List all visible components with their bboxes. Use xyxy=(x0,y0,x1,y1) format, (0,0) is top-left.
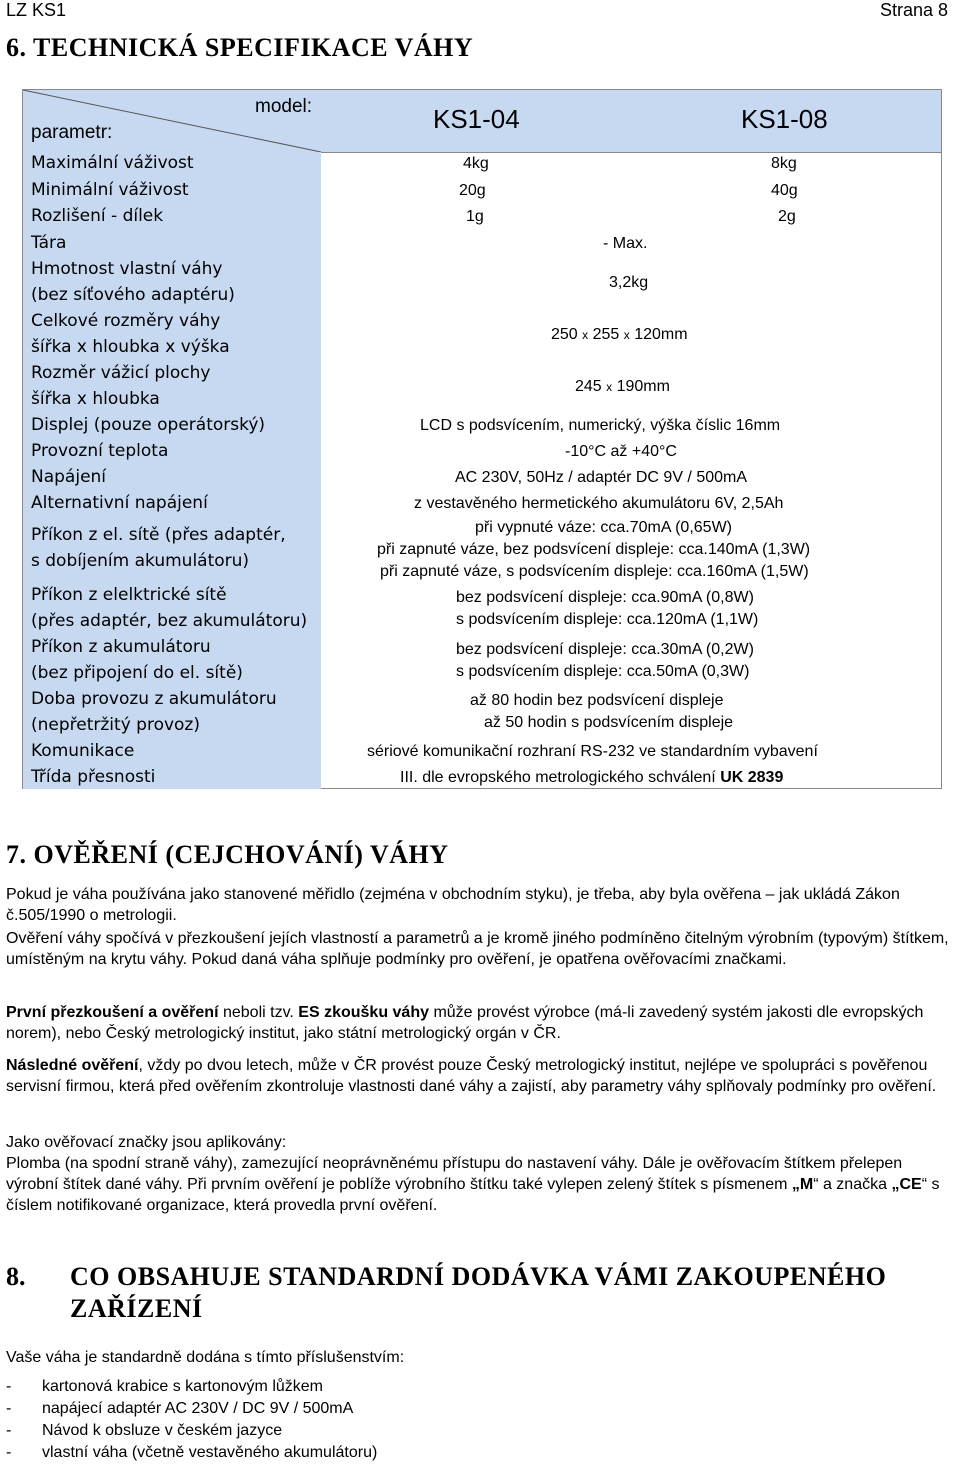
row-min-v2: 40g xyxy=(771,182,798,199)
row-label-cons2-1: Příkon z elelktrické sítě xyxy=(31,585,227,605)
paragraph-2: Ověření váhy spočívá v přezkoušení jejích vlastností a parametrů a je kromě jiného podmíněno čitelným výrobním (typovým) štítkem, umístěným na krytu váhy. Pokud daná váha splňuje podmínky pro ověření, je opatřena ověřovacími značkami. xyxy=(6,930,949,968)
row-label-runtime-1: Doba provozu z akumulátoru xyxy=(31,689,277,709)
row-cons1-v1: při vypnuté váze: cca.70mA (0,65W) xyxy=(475,519,732,536)
row-label-max: Maximální váživost xyxy=(31,153,194,173)
row-tare-v: - Max. xyxy=(603,235,648,252)
row-label-comm: Komunikace xyxy=(31,741,135,761)
section8-title-line1: CO OBSAHUJE STANDARDNÍ DODÁVKA VÁMI ZAKOUPENÉHO xyxy=(70,1262,887,1291)
row-dims-v: 250 x 255 x 120mm xyxy=(551,326,688,343)
section7-title: 7. OVĚŘENÍ (CEJCHOVÁNÍ) VÁHY xyxy=(6,840,449,869)
section6-title: 6. TECHNICKÁ SPECIFIKACE VÁHY xyxy=(6,33,474,62)
row-class-v: III. dle evropského metrologického schválení UK 2839 xyxy=(400,769,784,786)
row-weight-v: 3,2kg xyxy=(609,274,649,291)
paragraph-3: První přezkoušení a ověření neboli tzv. ES zkoušku váhy může provést výrobce (má-li zavedený systém jakosti dle evropských norem), nebo Český metrologický institut, jako státní metrologický orgán v ČR. xyxy=(6,1004,924,1042)
model-label: model: xyxy=(255,96,313,117)
row-max-v2: 8kg xyxy=(771,155,797,172)
row-label-weight-2: (bez síťového adaptéru) xyxy=(31,285,235,305)
row-max-v1: 4kg xyxy=(463,155,489,172)
paragraph-1: Pokud je váha používána jako stanovené měřidlo (zejména v obchodním styku), je třeba, aby byla ověřena – jak ukládá Zákon č.505/1990 o metrologii. xyxy=(6,886,900,924)
row-label-display: Displej (pouze operátorský) xyxy=(31,415,266,435)
section8-title-line2: ZAŘÍZENÍ xyxy=(70,1294,203,1323)
row-min-v1: 20g xyxy=(459,182,486,199)
section8-number: 8. xyxy=(6,1262,26,1291)
row-altpower-v: z vestavěného hermetického akumulátoru 6V, 2,5Ah xyxy=(414,495,784,512)
row-label-tare: Tára xyxy=(31,233,67,253)
row-label-dims-2: šířka x hloubka x výška xyxy=(31,337,230,357)
row-runtime-v1: až 80 hodin bez podsvícení displeje xyxy=(470,692,724,709)
model-ks1-04: KS1-04 xyxy=(433,104,520,134)
list-item: - Návod k obsluze v českém jazyce xyxy=(6,1422,283,1439)
row-label-res: Rozlišení - dílek xyxy=(31,206,164,226)
row-cons2-v2: s podsvícením displeje: cca.120mA (1,1W) xyxy=(456,611,759,628)
row-label-weight-1: Hmotnost vlastní váhy xyxy=(31,259,223,279)
row-label-cons3-2: (bez připojení do el. sítě) xyxy=(31,663,243,683)
spec-table xyxy=(22,89,942,789)
list-item: - kartonová krabice s kartonovým lůžkem xyxy=(6,1378,323,1395)
page-number: Strana 8 xyxy=(879,0,948,20)
row-runtime-v2: až 50 hodin s podsvícením displeje xyxy=(484,714,734,731)
row-label-class: Třída přesnosti xyxy=(31,767,156,787)
row-cons2-v1: bez podsvícení displeje: cca.90mA (0,8W) xyxy=(456,589,754,606)
row-label-min: Minimální váživost xyxy=(31,180,189,200)
row-label-cons2-2: (přes adaptér, bez akumulátoru) xyxy=(31,611,308,631)
row-res-v1: 1g xyxy=(466,208,484,225)
row-label-runtime-2: (nepřetržitý provoz) xyxy=(31,715,200,735)
row-cons3-v2: s podsvícením displeje: cca.50mA (0,3W) xyxy=(456,663,750,680)
row-label-plate-1: Rozměr vážicí plochy xyxy=(31,363,211,383)
list-item: - vlastní váha (včetně vestavěného akumulátoru) xyxy=(6,1444,378,1461)
row-temp-v: -10°C až +40°C xyxy=(565,443,677,460)
row-label-temp: Provozní teplota xyxy=(31,441,169,461)
row-display-v: LCD s podsvícením, numerický, výška číslic 16mm xyxy=(420,417,781,434)
model-ks1-08: KS1-08 xyxy=(741,104,828,134)
row-cons1-v2: při zapnuté váze, bez podsvícení displeje: cca.140mA (1,3W) xyxy=(377,541,811,558)
row-label-altpower: Alternativní napájení xyxy=(31,493,208,513)
row-label-cons1-2: s dobíjením akumulátoru) xyxy=(31,551,250,571)
row-cons3-v1: bez podsvícení displeje: cca.30mA (0,2W) xyxy=(456,641,754,658)
paragraph-4: Následné ověření, vždy po dvou letech, může v ČR provést pouze Český metrologický institut, nejlépe ve spolupráci s pověřenou servisní firmou, která před ověřením zkontroluje vlastnosti dané váhy a zajistí, aby parametry váhy splňovaly podmínky pro ověření. xyxy=(6,1057,937,1095)
row-label-power: Napájení xyxy=(31,467,107,487)
row-label-cons1-1: Příkon z el. sítě (přes adaptér, xyxy=(31,525,286,545)
row-label-dims-1: Celkové rozměry váhy xyxy=(31,311,221,331)
row-res-v2: 2g xyxy=(778,208,796,225)
parameter-label: parametr: xyxy=(31,122,113,143)
row-cons1-v3: při zapnuté váze, s podsvícením displeje: cca.160mA (1,5W) xyxy=(380,563,809,580)
row-label-plate-2: šířka x hloubka xyxy=(31,389,160,409)
list-item: - napájecí adaptér AC 230V / DC 9V / 500mA xyxy=(6,1400,354,1417)
row-plate-v: 245 x 190mm xyxy=(575,378,670,395)
row-power-v: AC 230V, 50Hz / adaptér DC 9V / 500mA xyxy=(455,469,748,486)
paragraph-5: Jako ověřovací značky jsou aplikovány: Plomba (na spodní straně váhy), zamezující neoprávněnému přístupu do nastavení váhy. Dále je ověřovacím štítkem přelepen výrobní štítek dané váhy. Při prvním ověření je poblíže výrobního štítku také vylepen zelený štítek s písmenem „M“ a značka „CE“ s číslem notifikované organizace, která provedla první ověření. xyxy=(6,1134,940,1214)
row-comm-v: sériové komunikační rozhraní RS-232 ve standardním vybavení xyxy=(367,743,818,760)
section8-intro: Vaše váha je standardně dodána s tímto příslušenstvím: xyxy=(6,1349,405,1366)
doc-code: LZ KS1 xyxy=(6,0,67,20)
row-label-cons3-1: Příkon z akumulátoru xyxy=(31,637,211,657)
